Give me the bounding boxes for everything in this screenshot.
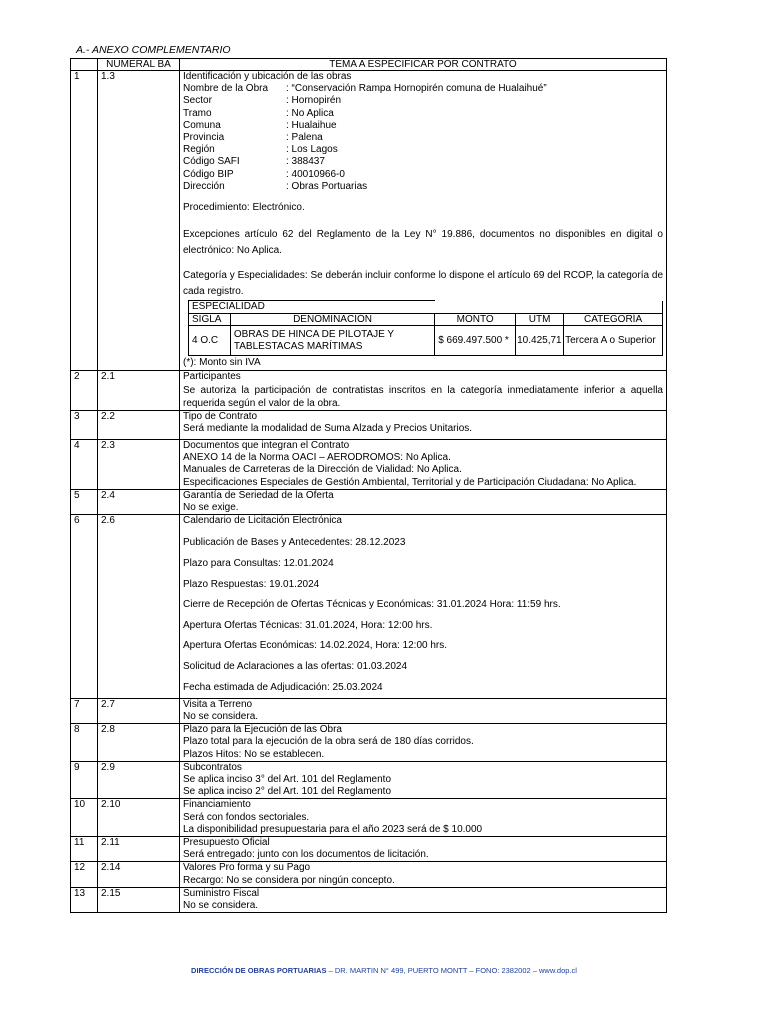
row-content (180, 410, 667, 439)
kv-value: : No Aplica (286, 107, 334, 119)
row-content (180, 515, 667, 699)
row-title: Identificación y ubicación de las obras (183, 71, 352, 82)
header-col-number (71, 59, 98, 71)
row-number: 3 (71, 410, 98, 439)
row-line: Plazo total para la ejecución de la obra será de 180 días corridos. (183, 736, 474, 748)
row-numeral: 2.15 (98, 887, 180, 912)
row-line: No se exige. (183, 502, 239, 514)
especialidad-header-row (189, 313, 663, 326)
row-content (180, 724, 667, 762)
row-numeral: 2.14 (98, 862, 180, 887)
kv-line (183, 144, 663, 156)
row-line: Se aplica inciso 3° del Art. 101 del Reglamento (183, 774, 392, 786)
kv-key: Región (183, 144, 215, 156)
row-content (180, 837, 667, 862)
esp-header-sigla: SIGLA (189, 313, 231, 326)
row-line: Será mediante la modalidad de Suma Alzada y Precios Unitarios. (183, 422, 473, 434)
row-line: La disponibilidad presupuestaria para el año 2023 será de $ 10.000 (183, 823, 483, 835)
calendar-item: Cierre de Recepción de Ofertas Técnicas y Económicas: 31.01.2024 Hora: 11:59 hrs. (183, 599, 561, 611)
calendar-item: Plazo Respuestas: 19.01.2024 (183, 578, 320, 590)
especialidad-title: ESPECIALIDAD (189, 301, 435, 314)
calendar-item: Plazo para Consultas: 12.01.2024 (183, 558, 334, 570)
row-title: Participantes (183, 371, 241, 383)
row-line: Será con fondos sectoriales. (183, 811, 310, 823)
esp-categoria: Tercera A o Superior (564, 326, 663, 356)
row-title: Presupuesto Oficial (183, 837, 270, 849)
especialidad-data-row (189, 326, 663, 356)
contract-annex-table (70, 58, 667, 913)
kv-value: : “Conservación Rampa Hornopirén comuna de Hualaihué” (286, 83, 547, 95)
kv-key: Tramo (183, 107, 212, 119)
table-row (71, 371, 667, 410)
table-row (71, 71, 667, 371)
table-row (71, 837, 667, 862)
row-line: No se considera. (183, 711, 259, 723)
categoria-text: Categoría y Especialidades: Se deberán incluir conforme lo dispone el artículo 69 del RCOP, la categoría de cada registro. (183, 270, 663, 297)
row-title: Subcontratos (183, 761, 242, 773)
table-row (71, 761, 667, 799)
row-title: Valores Pro forma y su Pago (183, 862, 311, 874)
row-title: Garantía de Seriedad de la Oferta (183, 489, 334, 501)
row-line: Especificaciones Especiales de Gestión Ambiental, Territorial y de Participación Ciudadana: No Aplica. (183, 476, 637, 488)
calendar-item: Solicitud de Aclaraciones a las ofertas: 01.03.2024 (183, 661, 408, 673)
kv-value: : Hornopirén (286, 95, 342, 107)
row-line: Será entregado: junto con los documentos de licitación. (183, 849, 429, 861)
header-col-tema: TEMA A ESPECIFICAR POR CONTRATO (180, 59, 667, 71)
kv-key: Sector (183, 95, 212, 107)
row-content (180, 862, 667, 887)
page-footer (0, 966, 768, 975)
row-title: Calendario de Licitación Electrónica (183, 515, 342, 527)
row-number: 5 (71, 489, 98, 514)
row-line: Manuales de Carreteras de la Dirección de Vialidad: No Aplica. (183, 464, 462, 476)
especialidad-title-row (189, 301, 663, 314)
row-numeral: 2.10 (98, 799, 180, 837)
table-row (71, 410, 667, 439)
kv-line (183, 83, 663, 95)
row-content (180, 761, 667, 799)
esp-header-categoria: CATEGORÍA (564, 313, 663, 326)
calendar-item: Apertura Ofertas Económicas: 14.02.2024, Hora: 12:00 hrs. (183, 640, 448, 652)
row-line: Plazos Hitos: No se establecen. (183, 748, 325, 760)
row-content (180, 489, 667, 514)
calendar-item: Publicación de Bases y Antecedentes: 28.12.2023 (183, 537, 406, 549)
esp-header-utm: UTM (516, 313, 564, 326)
procedimiento-text: Procedimiento: Electrónico. (183, 202, 305, 214)
row-number: 13 (71, 887, 98, 912)
kv-key: Comuna (183, 119, 221, 131)
row-numeral: 2.1 (98, 371, 180, 410)
row-numeral: 2.4 (98, 489, 180, 514)
esp-monto: $ 669.497.500 * (435, 326, 516, 356)
row-numeral: 2.9 (98, 761, 180, 799)
row-number: 10 (71, 799, 98, 837)
row-number: 11 (71, 837, 98, 862)
row-numeral: 2.6 (98, 515, 180, 699)
row-line: No se considera. (183, 900, 259, 912)
row-content (180, 887, 667, 912)
kv-line (183, 108, 663, 120)
calendar-item: Apertura Ofertas Técnicas: 31.01.2024, Hora: 12:00 hrs. (183, 619, 433, 631)
esp-header-denominacion: DENOMINACIÓN (230, 313, 434, 326)
row-number: 8 (71, 724, 98, 762)
row-content (180, 371, 667, 410)
table-row (71, 698, 667, 723)
kv-key: Código BIP (183, 168, 234, 180)
row-content (180, 698, 667, 723)
esp-header-monto: MONTO (435, 313, 516, 326)
footer-contact: – DR. MARTIN N° 499, PUERTO MONTT – FONO: 2382002 – www.dop.cl (326, 966, 577, 975)
calendar-item: Fecha estimada de Adjudicación: 25.03.2024 (183, 681, 383, 693)
row-title: Documentos que integran el Contrato (183, 440, 350, 452)
kv-value: : 40010966-0 (286, 168, 345, 180)
table-row (71, 515, 667, 699)
nota-text: (*): Monto sin IVA (183, 357, 261, 369)
kv-line (183, 169, 663, 181)
row-title: Suministro Fiscal (183, 887, 260, 899)
kv-line (183, 181, 663, 193)
row-content (180, 799, 667, 837)
row-number: 9 (71, 761, 98, 799)
row-title: Financiamiento (183, 799, 251, 811)
table-row (71, 799, 667, 837)
kv-key: Código SAFI (183, 156, 240, 168)
row-line: ANEXO 14 de la Norma OACI – AERODROMOS: No Aplica. (183, 452, 451, 464)
esp-denominacion: OBRAS DE HINCA DE PILOTAJE Y TABLESTACAS MARÍTIMAS (230, 326, 434, 356)
kv-value: : 388437 (286, 156, 325, 168)
row-number: 4 (71, 440, 98, 490)
row-numeral: 1.3 (98, 71, 180, 371)
table-row (71, 440, 667, 490)
row-number: 7 (71, 698, 98, 723)
footer-org: DIRECCIÓN DE OBRAS PORTUARIAS (191, 966, 327, 975)
kv-line (183, 120, 663, 132)
esp-utm: 10.425,71 (516, 326, 564, 356)
kv-line (183, 132, 663, 144)
table-row (71, 887, 667, 912)
row-title: Visita a Terreno (183, 698, 253, 710)
table-header-row (71, 59, 667, 71)
especialidad-title-spacer (435, 301, 663, 314)
row-numeral: 2.2 (98, 410, 180, 439)
kv-value: : Hualaihue (286, 119, 337, 131)
excepciones-text: Excepciones artículo 62 del Reglamento de la Ley N° 19.886, documentos no disponibles en digital o electrónico: No Aplica. (183, 229, 663, 256)
row-title: Tipo de Contrato (183, 410, 258, 422)
row-numeral: 2.7 (98, 698, 180, 723)
header-col-numeral: NUMERAL BA (98, 59, 180, 71)
kv-key: Provincia (183, 132, 225, 144)
row-numeral: 2.11 (98, 837, 180, 862)
kv-value: : Los Lagos (286, 144, 338, 156)
row-line: Recargo: No se considera por ningún concepto. (183, 874, 395, 886)
kv-key: Dirección (183, 180, 225, 192)
row-line: Se autoriza la participación de contratistas inscritos en la categoría inmediatamente inferior a aquella requerida según el valor de la obra. (183, 384, 663, 409)
row-content (180, 440, 667, 490)
kv-line (183, 156, 663, 168)
especialidad-table (188, 300, 663, 356)
kv-line (183, 95, 663, 107)
row-content (180, 71, 667, 371)
row-number: 12 (71, 862, 98, 887)
document-heading: A.- ANEXO COMPLEMENTARIO (76, 44, 231, 56)
row-numeral: 2.8 (98, 724, 180, 762)
table-row (71, 724, 667, 762)
row-line: Se aplica inciso 2° del Art. 101 del Reglamento (183, 786, 392, 798)
row-number: 1 (71, 71, 98, 371)
row-numeral: 2.3 (98, 440, 180, 490)
kv-key: Nombre de la Obra (183, 83, 269, 95)
row-number: 2 (71, 371, 98, 410)
kv-value: : Palena (286, 132, 323, 144)
row-title: Plazo para la Ejecución de las Obra (183, 724, 342, 736)
row-number: 6 (71, 515, 98, 699)
table-row (71, 862, 667, 887)
kv-value: : Obras Portuarias (286, 180, 368, 192)
esp-sigla: 4 O.C (189, 326, 231, 356)
table-row (71, 489, 667, 514)
